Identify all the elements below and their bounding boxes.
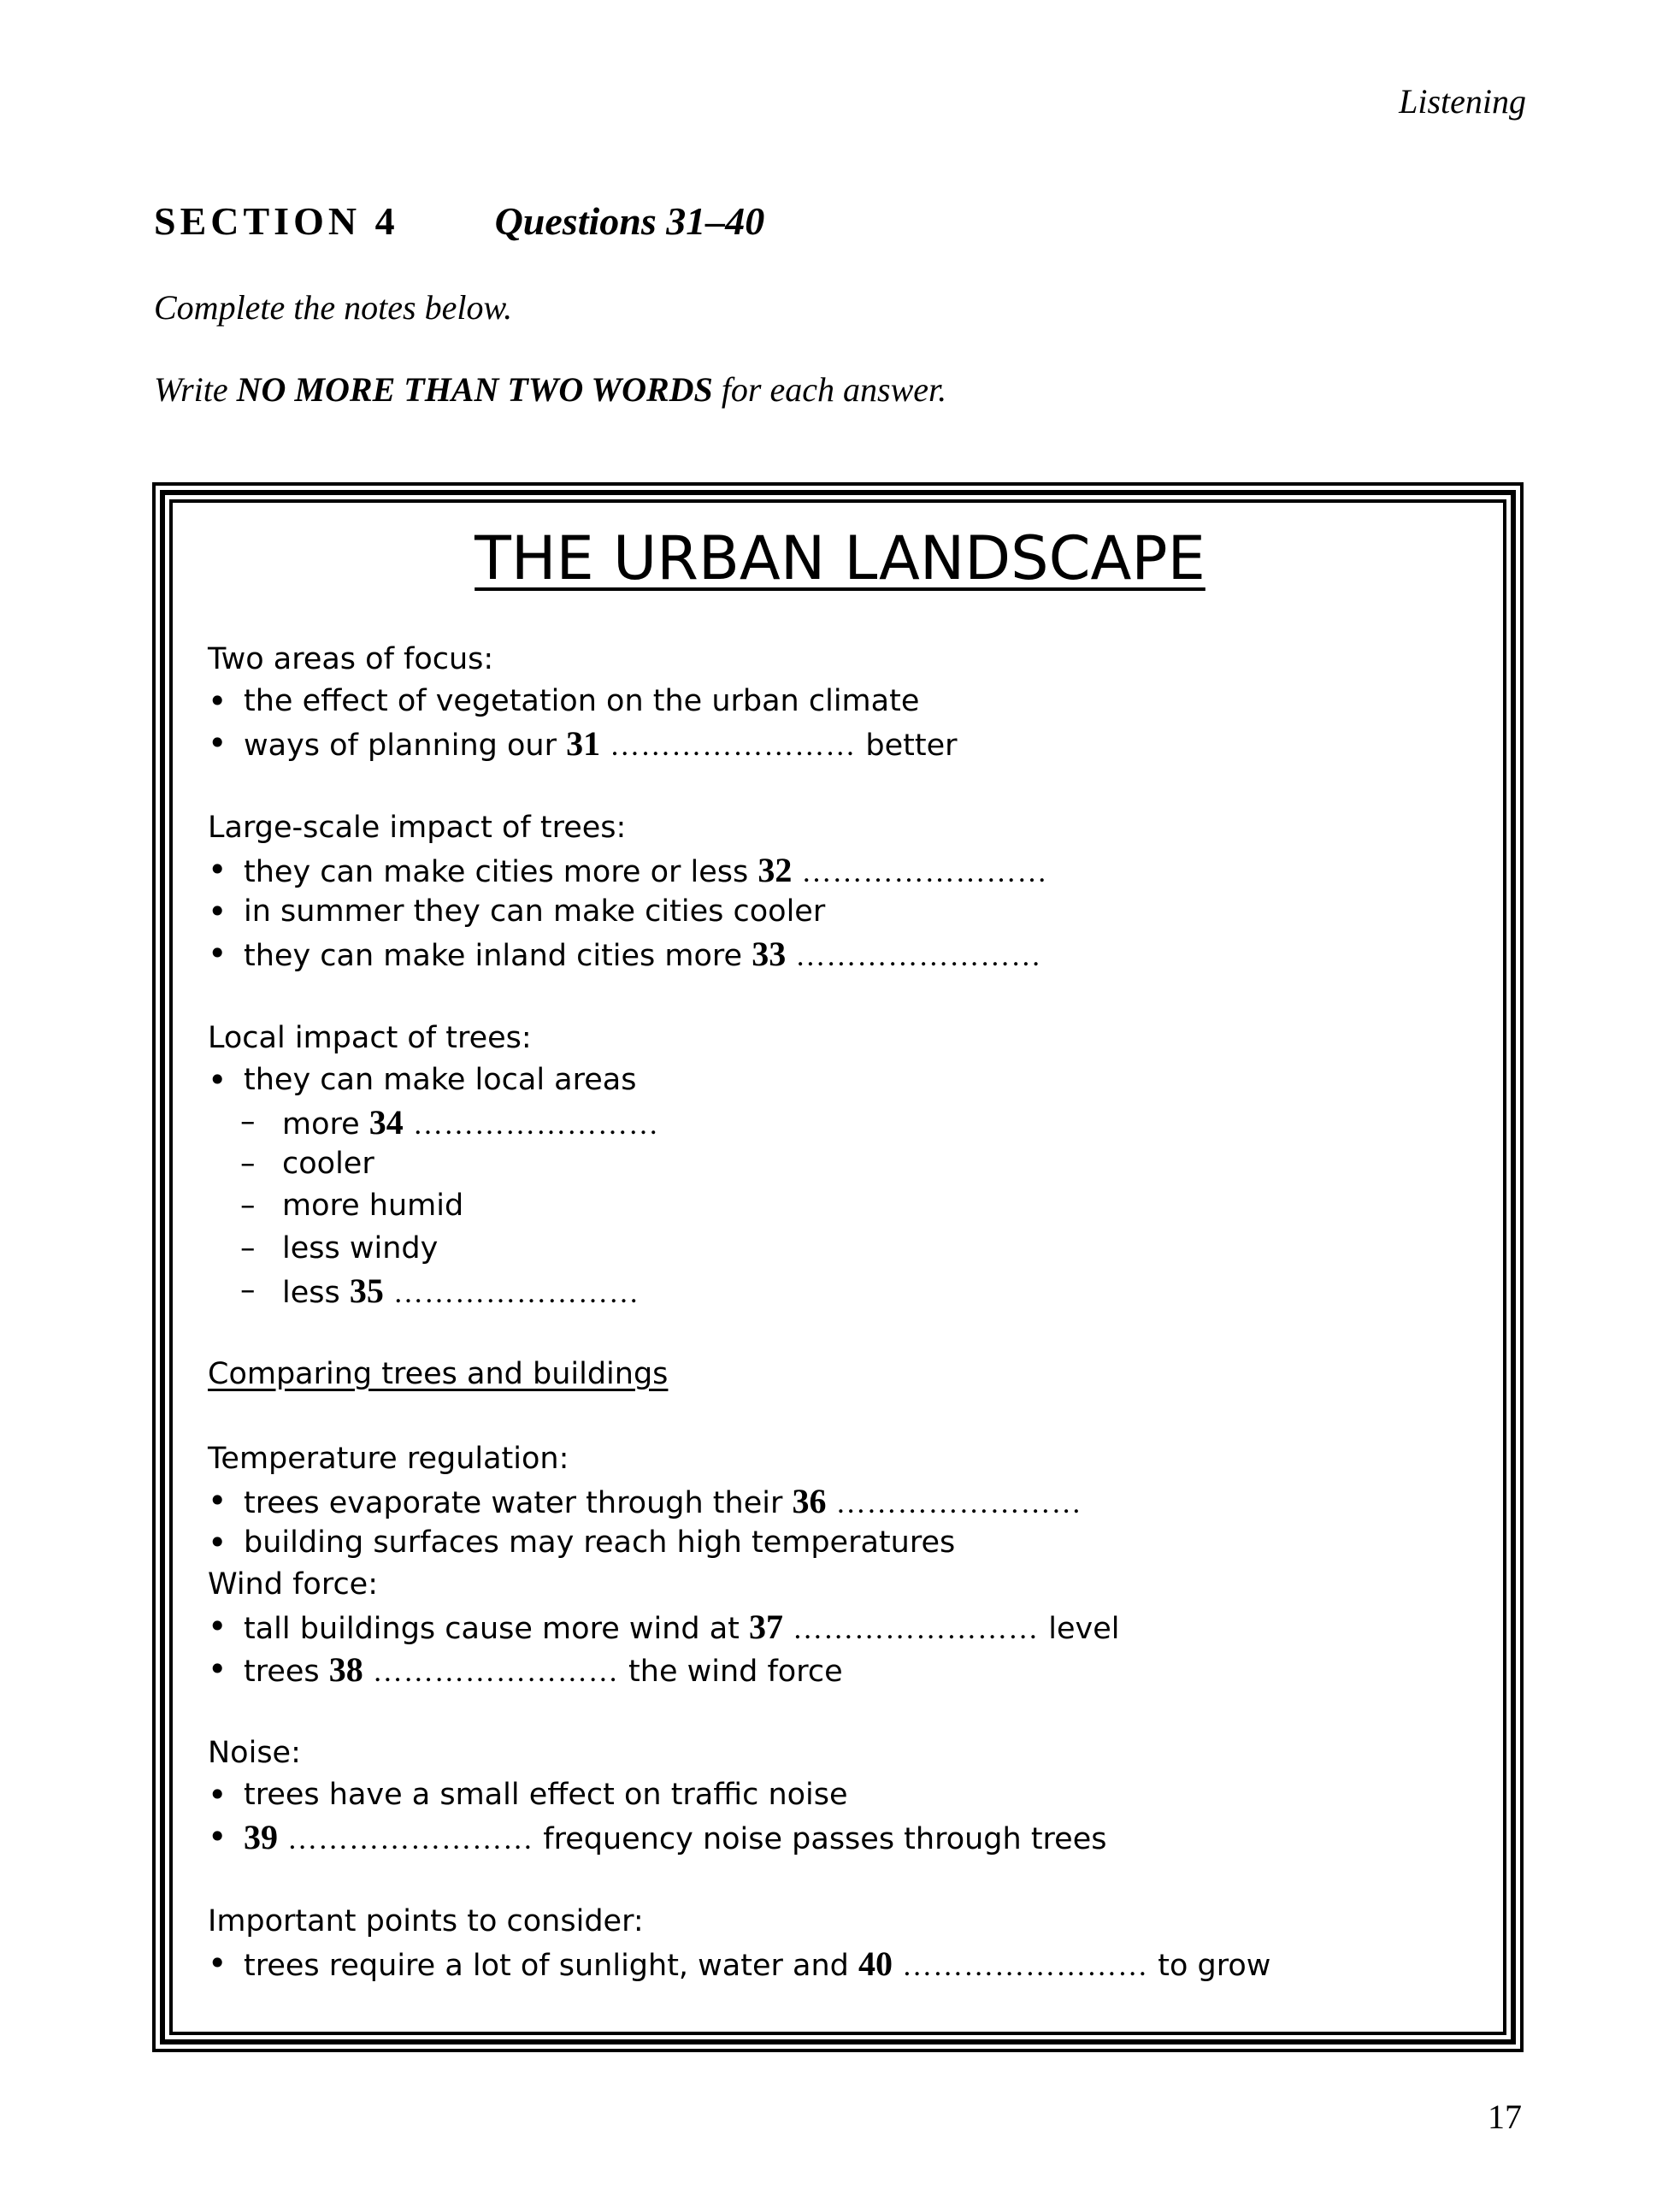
local-subitem: [208, 1185, 1473, 1227]
focus-item: [208, 723, 1473, 764]
dash-mark: –: [240, 1189, 256, 1224]
temperature-item-text: trees evaporate water through their: [244, 1485, 793, 1520]
answer-blank-34[interactable]: ……………………: [412, 1107, 659, 1142]
local-item-text: they can make local areas: [244, 1062, 637, 1097]
questions-label: Questions 31–40: [494, 199, 765, 243]
local-subitem: [208, 1270, 1473, 1312]
comparing-heading: Comparing trees and buildings: [208, 1357, 669, 1392]
focus-item-text: ways of planning our: [244, 729, 567, 764]
temperature-item-text: building surfaces may reach high temperatures: [244, 1525, 956, 1560]
spacer: [208, 1312, 1473, 1354]
largescale-item: [208, 933, 1473, 975]
largescale-item-text: they can make cities more or less: [244, 854, 758, 889]
temperature-heading: Temperature regulation:: [208, 1441, 569, 1476]
local-heading: Local impact of trees:: [208, 1020, 532, 1055]
local-subitem-text: more: [282, 1107, 369, 1142]
wind-heading: Wind force:: [208, 1567, 379, 1602]
instruction-complete: Complete the notes below.: [154, 288, 513, 327]
section-header: [154, 198, 764, 244]
answer-blank-36[interactable]: ……………………: [835, 1485, 1082, 1519]
answer-blank-37[interactable]: ……………………: [793, 1612, 1040, 1646]
noise-heading: Noise:: [208, 1735, 301, 1770]
question-number-31: 31: [566, 724, 601, 764]
spacer: [208, 976, 1473, 1018]
answer-blank-31[interactable]: ……………………: [610, 729, 857, 763]
wind-item: [208, 1649, 1473, 1690]
points-item: [208, 1943, 1473, 1985]
question-number-38: 38: [328, 1649, 363, 1689]
local-item: [208, 1059, 1473, 1101]
page-number: 17: [1488, 2098, 1522, 2136]
largescale-item-text: they can make inland cities more: [244, 939, 752, 974]
largescale-heading: Large-scale impact of trees:: [208, 810, 627, 845]
running-head: Listening: [1399, 82, 1526, 121]
spacer: [208, 1395, 1473, 1437]
temperature-item: [208, 1480, 1473, 1522]
instruction-word-limit-pre: Write: [154, 370, 237, 409]
largescale-item: [208, 891, 1473, 933]
question-number-37: 37: [749, 1608, 784, 1647]
instruction-word-limit-bold: NO MORE THAN TWO WORDS: [236, 370, 713, 409]
noise-item: [208, 1816, 1473, 1858]
local-subitem: [208, 1101, 1473, 1143]
instruction-word-limit: [154, 369, 946, 410]
wind-item-text: level: [1039, 1612, 1120, 1647]
local-subitem: [208, 1228, 1473, 1270]
points-item-text: to grow: [1148, 1948, 1271, 1983]
spacer: [208, 1690, 1473, 1732]
notes-title: THE URBAN LANDSCAPE: [475, 523, 1205, 593]
wind-item: [208, 1606, 1473, 1648]
noise-item-text: trees have a small effect on traffic noise: [244, 1778, 848, 1813]
answer-blank-40[interactable]: ……………………: [902, 1948, 1149, 1982]
dash-mark: –: [240, 1230, 256, 1266]
points-heading: Important points to consider:: [208, 1903, 644, 1938]
answer-blank-35[interactable]: ……………………: [393, 1275, 640, 1309]
question-number-36: 36: [792, 1481, 827, 1520]
instruction-word-limit-post: for each answer.: [712, 370, 947, 409]
dash-mark: –: [240, 1272, 256, 1307]
answer-blank-39[interactable]: ……………………: [287, 1822, 534, 1856]
section-label: SECTION 4: [154, 199, 399, 243]
answer-blank-32[interactable]: ……………………: [801, 854, 1048, 888]
spacer: [208, 1858, 1473, 1900]
temperature-item: [208, 1522, 1473, 1564]
largescale-item-text: in summer they can make cities cooler: [244, 894, 826, 929]
dash-mark: –: [240, 1105, 256, 1140]
focus-heading: Two areas of focus:: [208, 642, 494, 676]
answer-blank-38[interactable]: ……………………: [372, 1654, 619, 1688]
question-number-35: 35: [349, 1271, 384, 1310]
noise-item-text: frequency noise passes through trees: [533, 1822, 1107, 1857]
local-subitem-text: less: [282, 1275, 350, 1310]
focus-item: [208, 681, 1473, 723]
points-item-text: trees require a lot of sunlight, water and: [244, 1948, 858, 1983]
noise-item: [208, 1774, 1473, 1816]
answer-blank-33[interactable]: ……………………: [795, 939, 1042, 973]
local-subitem-text: more humid: [282, 1189, 464, 1224]
local-subitem-text: cooler: [282, 1147, 374, 1182]
wind-item-text: trees: [244, 1654, 329, 1689]
local-subitem: [208, 1143, 1473, 1185]
notes-body: [208, 639, 1473, 1985]
local-subitem-text: less windy: [282, 1230, 439, 1266]
question-number-32: 32: [757, 850, 793, 889]
largescale-item: [208, 849, 1473, 891]
dash-mark: –: [240, 1147, 256, 1182]
question-number-39: 39: [244, 1818, 278, 1857]
question-number-33: 33: [752, 935, 787, 974]
focus-item-text: the effect of vegetation on the urban climate: [244, 684, 920, 719]
wind-item-text: tall buildings cause more wind at: [244, 1612, 750, 1647]
wind-item-text: the wind force: [618, 1654, 843, 1689]
focus-item-text: better: [856, 729, 958, 764]
spacer: [208, 765, 1473, 807]
question-number-40: 40: [858, 1944, 893, 1983]
question-number-34: 34: [368, 1103, 404, 1142]
